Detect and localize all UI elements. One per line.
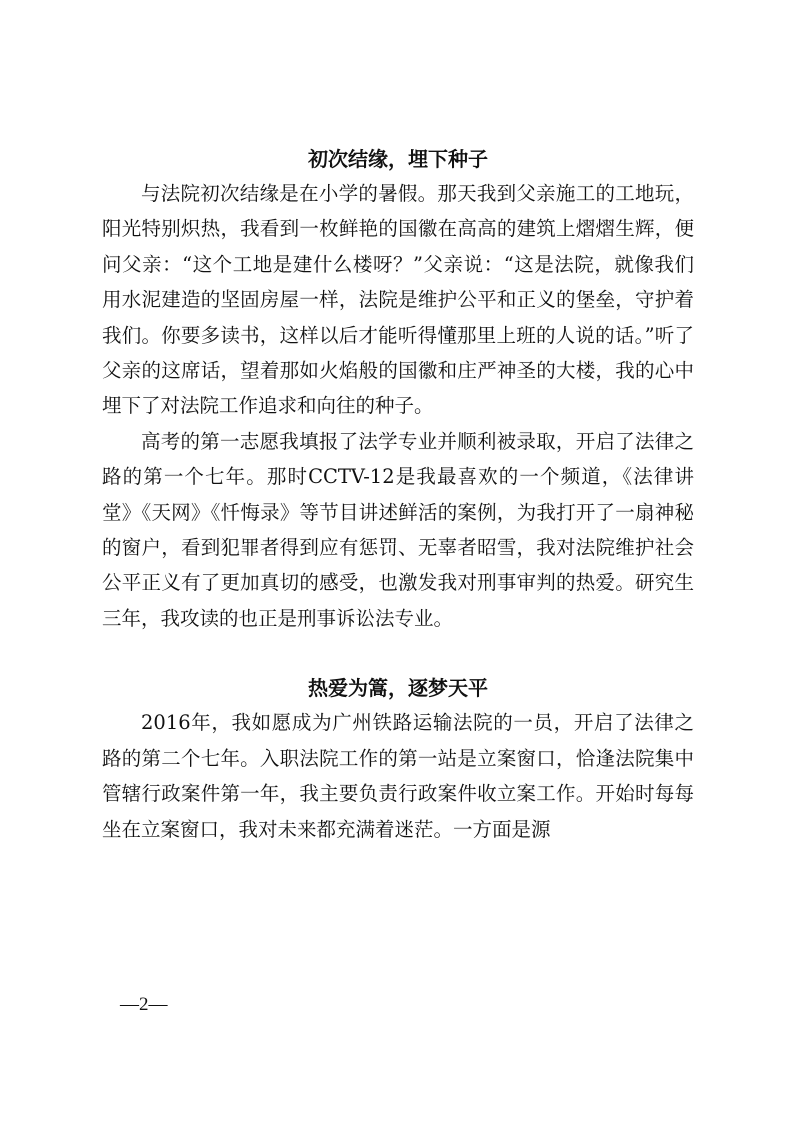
section-title-1: 初次结缘，埋下种子 xyxy=(308,147,488,171)
section-title-2: 热爱为篙，逐梦天平 xyxy=(308,676,488,701)
paragraph-3: 2016年，我如愿成为广州铁路运输法院的一员，开启了法律之路的第二个七年。入职法院工作的第一站是立案窗口，恰逢法院集中管辖行政案件第一年，我主要负责行政案件收立案工作。开始时每每坐在立案窗口，我对未来都充满着迷茫。一方面是源 xyxy=(102,711,694,841)
paragraph-2: 高考的第一志愿我填报了法学专业并顺利被录取，开启了法律之路的第一个七年。那时CCTV-12是我最喜欢的一个频道，《法律讲堂》《天网》《忏悔录》等节目讲述鲜活的案例，为我打开了一扇神秘的窗户，看到犯罪者得到应有惩罚、无辜者昭雪，我对法院维护社会公平正义有了更加真切的感受，也激发我对刑事审判的热爱。研究生三年，我攻读的也正是刑事诉讼法专业。 xyxy=(102,429,694,630)
document-body xyxy=(102,142,694,847)
page-number: —2— xyxy=(120,994,168,1015)
section-spacer xyxy=(102,636,694,671)
paragraph-1: 与法院初次结缘是在小学的暑假。那天我到父亲施工的工地玩，阳光特别炽热，我看到一枚鲜艳的国徽在高高的建筑上熠熠生辉，便问父亲：“这个工地是建什么楼呀？”父亲说：“这是法院，就像我们用水泥建造的坚固房屋一样，法院是维护公平和正义的堡垒，守护着我们。你要多读书，这样以后才能听得懂那里上班的人说的话。”听了父亲的这席话，望着那如火焰般的国徽和庄严神圣的大楼，我的心中埋下了对法院工作追求和向往的种子。 xyxy=(102,182,694,418)
